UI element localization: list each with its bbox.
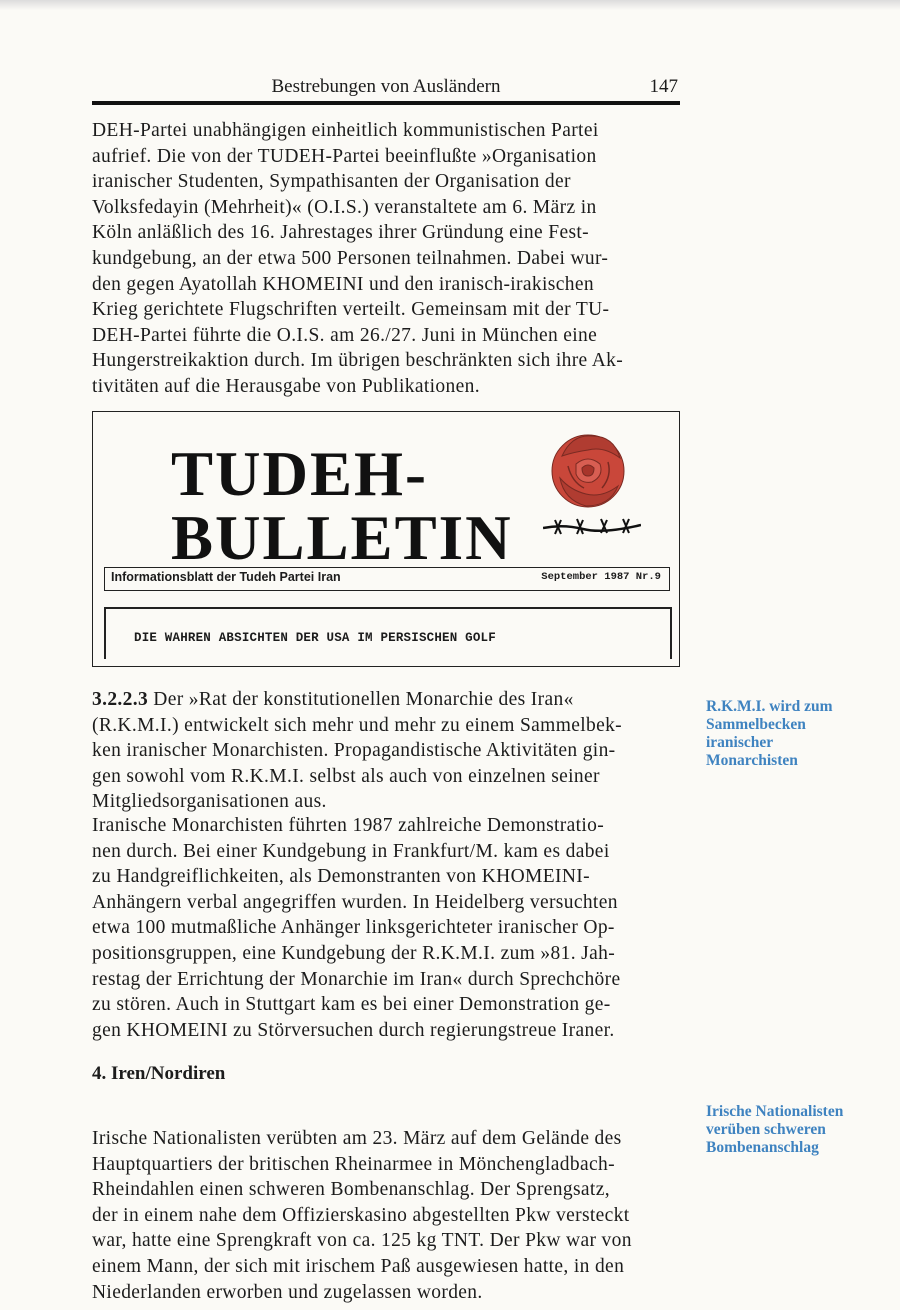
text-line: der in einem nahe dem Offizierskasino abgestellten Pkw versteckt [92,1204,630,1226]
text-line [92,687,682,713]
bulletin-issue-date: September 1987 Nr.9 [541,571,661,583]
text-line: positionsgruppen, eine Kundgebung der R.K.M.I. zum »81. Jah- [92,942,616,964]
running-header [92,76,680,100]
text-line: tivitäten auf die Herausgabe von Publikationen. [92,375,480,397]
paragraph-ois [92,118,682,400]
tudeh-bulletin-figure [92,411,680,667]
paragraph-irish [92,1126,682,1305]
text-line: Volksfedayin (Mehrheit)« (O.I.S.) veranstaltete am 6. März in [92,196,597,218]
bulletin-masthead [171,439,513,573]
text-line: Iranische Monarchisten führten 1987 zahlreiche Demonstratio- [92,815,605,836]
text-line: zu stören. Auch in Stuttgart kam es bei einer Demonstration ge- [92,994,611,1016]
margin-note-irish [706,1103,881,1157]
text-line: gen sowohl vom R.K.M.I. selbst als auch von einzelnen seiner [92,765,600,787]
text-run: Der »Rat der konstitutionellen Monarchie des Iran« [148,689,574,710]
page-number: 147 [649,76,678,97]
margin-note-line: verüben schweren [706,1121,826,1138]
text-line: restag der Errichtung der Monarchie im Iran« durch Sprechchöre [92,968,621,990]
margin-note-line: Bombenanschlag [706,1139,819,1156]
masthead-line-2: BULLETIN [171,503,513,573]
barbed-wire-icon [543,516,641,536]
bulletin-publisher: Informationsblatt der Tudeh Partei Iran [111,570,341,584]
text-line: zu Handgreiflichkeiten, als Demonstranten von KHOMEINI- [92,866,590,888]
text-line: Rheindahlen einen schweren Bombenanschlag. Der Sprengsatz, [92,1179,610,1201]
margin-note-line: Sammelbecken [706,716,806,733]
header-rule [92,101,680,105]
bulletin-headline: DIE WAHREN ABSICHTEN DER USA IM PERSISCHEN GOLF [134,631,496,645]
text-line: Krieg gerichtete Flugschriften verteilt. Gemeinsam mit der TU- [92,299,610,321]
running-header-title: Bestrebungen von Ausländern [271,76,501,97]
text-line: war, hatte eine Sprengkraft von ca. 125 kg TNT. Der Pkw war von [92,1230,632,1252]
margin-note-line: R.K.M.I. wird zum [706,698,833,715]
text-line: kundgebung, an der etwa 500 Personen teilnahmen. Dabei wur- [92,247,609,269]
margin-note-line: iranischer [706,734,774,751]
bulletin-info-bar [104,567,670,591]
masthead-line-1: TUDEH- [171,439,429,509]
text-line: Mitgliedsorganisationen aus. [92,791,327,813]
text-line: iranischer Studenten, Sympathisanten der Organisation der [92,171,571,193]
bulletin-headline-box [104,607,672,659]
section-number: 3.2.2.3 [92,689,149,710]
text-line: Hauptquartiers der britischen Rheinarmee in Mönchengladbach- [92,1153,615,1175]
text-line: Anhängern verbal angegriffen wurden. In Heidelberg versuchten [92,891,618,913]
text-line: Irische Nationalisten verübten am 23. März auf dem Gelände des [92,1128,622,1149]
paragraph-rkmi [92,687,682,815]
text-line: nen durch. Bei einer Kundgebung in Frankfurt/M. kam es dabei [92,840,610,862]
margin-note-line: Monarchisten [706,752,798,769]
text-line: DEH-Partei unabhängigen einheitlich kommunistischen Partei [92,120,599,141]
rose-icon [542,426,634,516]
text-line: DEH-Partei führte die O.I.S. am 26./27. Juni in München eine [92,324,598,346]
section-heading: 4. Iren/Nordiren [92,1063,226,1084]
text-line: Hungerstreikaktion durch. Im übrigen beschränkten sich ihre Ak- [92,350,624,372]
paragraph-monarchists [92,813,682,1043]
text-line: aufrief. Die von der TUDEH-Partei beeinflußte »Organisation [92,145,597,167]
margin-note-line: Irische Nationalisten [706,1103,844,1120]
text-line: Niederlanden erworben und zugelassen worden. [92,1281,483,1303]
text-line: den gegen Ayatollah KHOMEINI und den iranisch-irakischen [92,273,594,295]
text-line: (R.K.M.I.) entwickelt sich mehr und mehr zu einem Sammelbek- [92,714,623,736]
text-line: Köln anläßlich des 16. Jahrestages ihrer Gründung eine Fest- [92,222,589,244]
text-line: etwa 100 mutmaßliche Anhänger linksgerichteter iranischer Op- [92,917,615,939]
margin-note-rkmi [706,698,881,770]
scan-edge-shadow [0,0,900,10]
text-line: gen KHOMEINI zu Störversuchen durch regierungstreue Iraner. [92,1019,615,1041]
text-line: einem Mann, der sich mit irischem Paß ausgewiesen hatte, in den [92,1255,625,1277]
text-line: ken iranischer Monarchisten. Propagandistische Aktivitäten gin- [92,740,616,762]
